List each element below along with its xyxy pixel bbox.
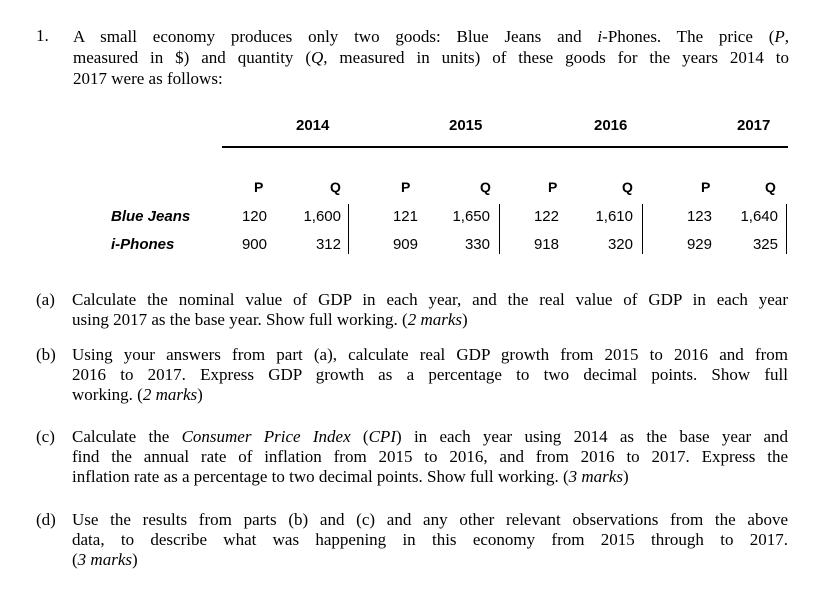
text-segment: CPI (368, 427, 396, 446)
price-quantity-table (0, 0, 821, 260)
part-text (72, 345, 788, 405)
row-label-blue-jeans: Blue Jeans (111, 208, 191, 225)
text-line (72, 530, 788, 550)
text-line (72, 385, 788, 405)
text-segment: Q (310, 48, 324, 67)
part-text (72, 427, 788, 487)
table-cell: 312 (315, 236, 341, 253)
text-segment: 2 marks (407, 310, 463, 329)
table-cell: 123 (686, 208, 712, 225)
table-cell: 1,640 (740, 208, 778, 225)
year-header-2017: 2017 (737, 117, 771, 134)
year-header-2015: 2015 (449, 117, 483, 134)
table-cell: 325 (752, 236, 778, 253)
header-q: Q (765, 179, 776, 195)
table-cell: 122 (533, 208, 559, 225)
part-text (72, 290, 788, 330)
part-d (36, 510, 788, 570)
table-cell: 121 (392, 208, 418, 225)
text-line (72, 467, 788, 487)
text-segment: , measured in units) of these goods for the years 2014 to (323, 48, 789, 67)
column-divider (499, 204, 500, 254)
text-segment: find the annual rate of inflation from 2015 to 2016, and from 2016 to 2017. Express the (72, 447, 788, 466)
header-p: P (254, 179, 264, 195)
part-label: (a) (36, 290, 55, 309)
table-cell: 1,610 (595, 208, 633, 225)
text-line (72, 550, 788, 570)
text-segment: ) in each year using 2014 as the base year and (395, 427, 788, 446)
text-segment: P (774, 27, 785, 46)
table-cell: 909 (392, 236, 418, 253)
column-divider (348, 204, 349, 254)
text-segment: 3 marks (568, 467, 623, 486)
text-segment: data, to describe what was happening in this economy from 2015 through to 2017. (72, 530, 788, 549)
table-cell: 1,650 (452, 208, 490, 225)
text-line (72, 345, 788, 365)
part-text (72, 510, 788, 570)
table-cell: 120 (241, 208, 267, 225)
text-segment: i (597, 27, 603, 46)
text-segment: ) (197, 385, 203, 404)
text-segment: Calculate the (72, 427, 182, 446)
part-a (36, 290, 788, 330)
text-segment: Calculate the nominal value of GDP in each year, and the real value of GDP in each year (72, 290, 788, 309)
table-cell: 320 (607, 236, 633, 253)
part-b (36, 345, 788, 405)
table-cell: 918 (533, 236, 559, 253)
header-q: Q (622, 179, 633, 195)
text-segment: A small economy produces only two goods: Blue Jeans and (73, 27, 598, 46)
table-header-rule (222, 146, 788, 148)
column-divider (786, 204, 787, 254)
text-segment: ( (350, 427, 369, 446)
text-segment: 2017 were as follows: (73, 69, 223, 88)
text-segment: Using your answers from part (a), calculate real GDP growth from 2015 to 2016 and from (72, 345, 788, 364)
row-label-iphones: i-Phones (111, 236, 175, 253)
column-divider (642, 204, 643, 254)
text-line (72, 365, 788, 385)
text-segment: -Phones. The price ( (602, 27, 775, 46)
text-segment: 2 marks (142, 385, 198, 404)
text-segment: inflation rate as a percentage to two decimal points. Show full working. ( (72, 467, 569, 486)
header-p: P (401, 179, 411, 195)
text-line (72, 290, 788, 310)
part-c (36, 427, 788, 487)
year-header-2014: 2014 (296, 117, 330, 134)
header-p: P (548, 179, 558, 195)
part-label: (d) (36, 510, 56, 529)
text-segment: ) (462, 310, 468, 329)
text-line (72, 427, 788, 447)
text-segment: 2016 to 2017. Express GDP growth as a percentage to two decimal points. Show full (72, 365, 788, 384)
table-cell: 929 (686, 236, 712, 253)
year-header-2016: 2016 (594, 117, 628, 134)
header-q: Q (330, 179, 341, 195)
header-q: Q (480, 179, 491, 195)
table-cell: 1,600 (303, 208, 341, 225)
part-label: (c) (36, 427, 55, 446)
table-cell: 330 (464, 236, 490, 253)
text-segment: 3 marks (77, 550, 132, 569)
text-segment: ) (131, 550, 138, 569)
text-segment: Use the results from parts (b) and (c) and any other relevant observations from the above (72, 510, 788, 529)
text-segment: ( (72, 550, 78, 569)
text-segment: ) (622, 467, 629, 486)
text-segment: , (784, 27, 789, 46)
text-segment: Consumer Price Index (181, 427, 351, 446)
text-line (72, 447, 788, 467)
header-p: P (701, 179, 711, 195)
question-number: 1. (36, 26, 49, 45)
text-segment: using 2017 as the base year. Show full working. ( (72, 310, 408, 329)
text-segment: measured in $) and quantity ( (73, 48, 311, 67)
text-line (72, 310, 788, 330)
part-label: (b) (36, 345, 56, 364)
text-segment: working. ( (72, 385, 143, 404)
table-cell: 900 (241, 236, 267, 253)
text-line (72, 510, 788, 530)
